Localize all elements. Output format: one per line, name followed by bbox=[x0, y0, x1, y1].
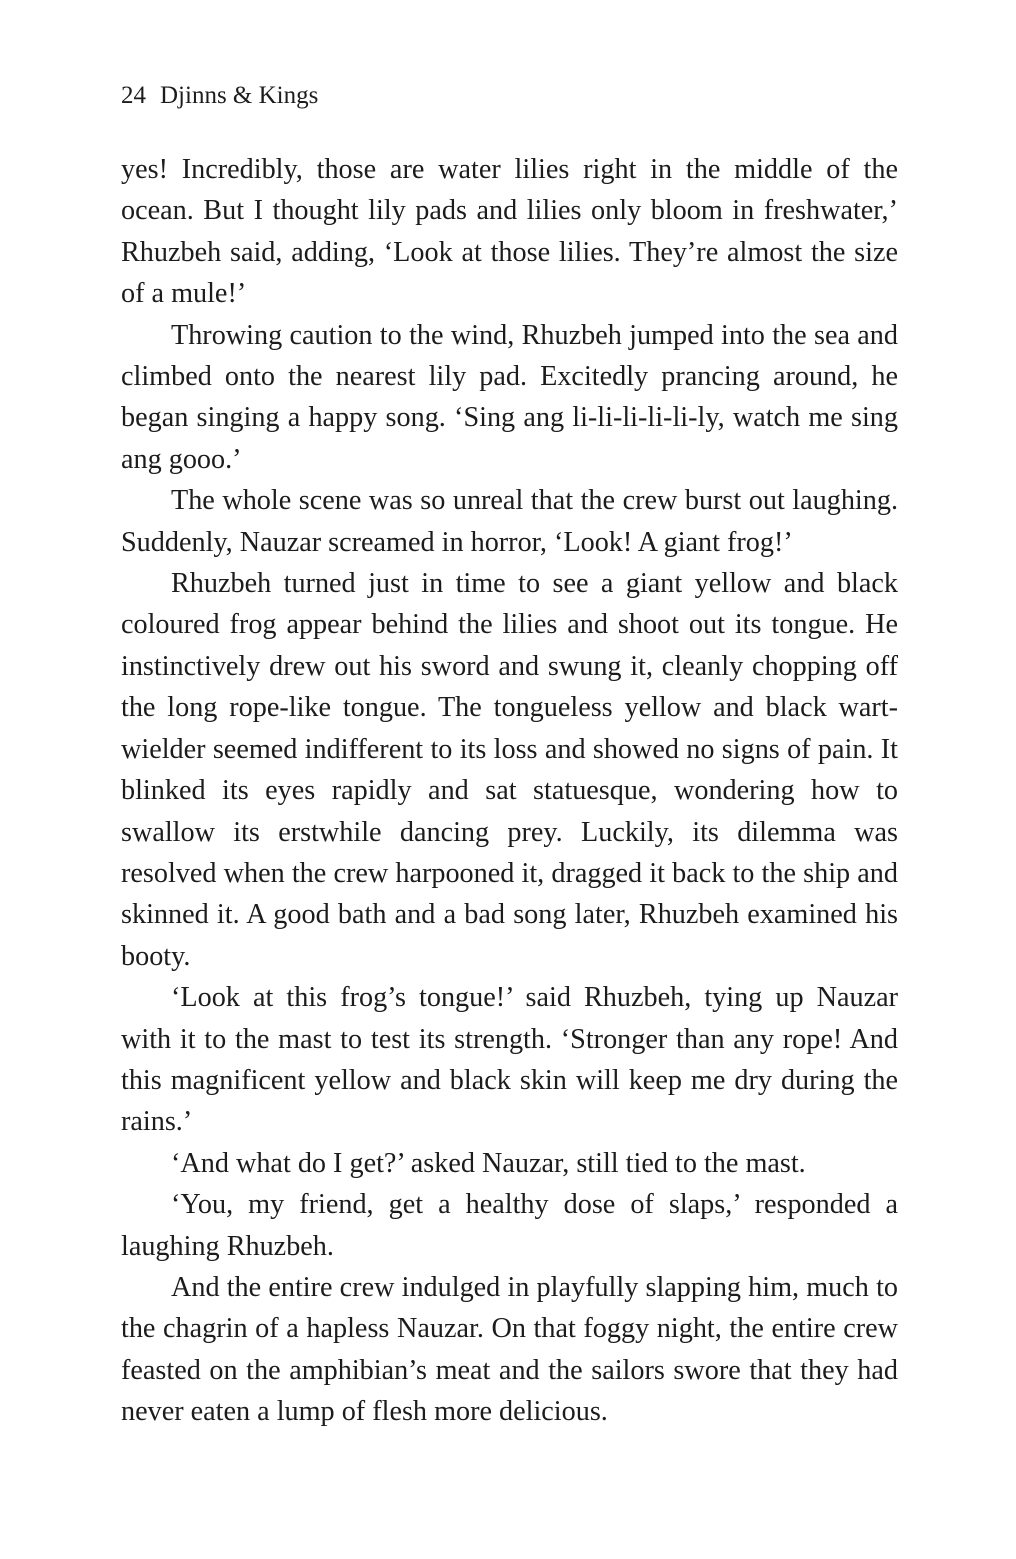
page-number: 24 bbox=[121, 82, 146, 109]
paragraph: And the entire crew indulged in playfully slapping him, much to the chagrin of a hapless Nauzar. On that foggy night, the entire crew feasted on the amphibian’s meat and the sailors swore that they had never eaten a lump of flesh more delicious. bbox=[121, 1271, 898, 1428]
book-title: Djinns & Kings bbox=[160, 82, 319, 109]
body-text bbox=[121, 149, 898, 1433]
paragraph: ‘And what do I get?’ asked Nauzar, still tied to the mast. bbox=[171, 1147, 806, 1179]
paragraph: Rhuzbeh turned just in time to see a giant yellow and black coloured frog appear behind the lilies and shoot out its tongue. He instinctively drew out his sword and swung it, cleanly chopping off the long rope-like tongue. The tongueless yellow and black wart-wielder seemed indifferent to its loss and showed no signs of pain. It blinked its eyes rapidly and sat statuesque, wondering how to swallow its erstwhile dancing prey. Luckily, its dilemma was resolved when the crew harpooned it, dragged it back to the ship and skinned it. A good bath and a bad song later, Rhuzbeh examined his booty. bbox=[121, 568, 898, 972]
paragraph: Throwing caution to the wind, Rhuzbeh jumped into the sea and climbed onto the nearest lily pad. Excitedly prancing around, he began singing a happy song. ‘Sing ang li-li-li-li-li-ly, watch me sing ang gooo.’ bbox=[121, 319, 898, 475]
book-page bbox=[121, 80, 898, 1433]
paragraph: The whole scene was so unreal that the crew burst out laughing. Suddenly, Nauzar screamed in horror, ‘Look! A giant frog!’ bbox=[121, 485, 898, 558]
paragraph: ‘Look at this frog’s tongue!’ said Rhuzbeh, tying up Nauzar with it to the mast to test its strength. ‘Stronger than any rope! And this magnificent yellow and black skin will keep me dry during the rains.’ bbox=[121, 982, 898, 1138]
paragraph-continuation: yes! Incredibly, those are water lilies right in the middle of the ocean. But I thought lily pads and lilies only bloom in freshwater,’ Rhuzbeh said, adding, ‘Look at those lilies. They’re almost the size of a mule!’ bbox=[121, 154, 898, 310]
running-header bbox=[121, 80, 898, 112]
paragraph: ‘You, my friend, get a healthy dose of slaps,’ responded a laughing Rhuzbeh. bbox=[121, 1189, 898, 1262]
